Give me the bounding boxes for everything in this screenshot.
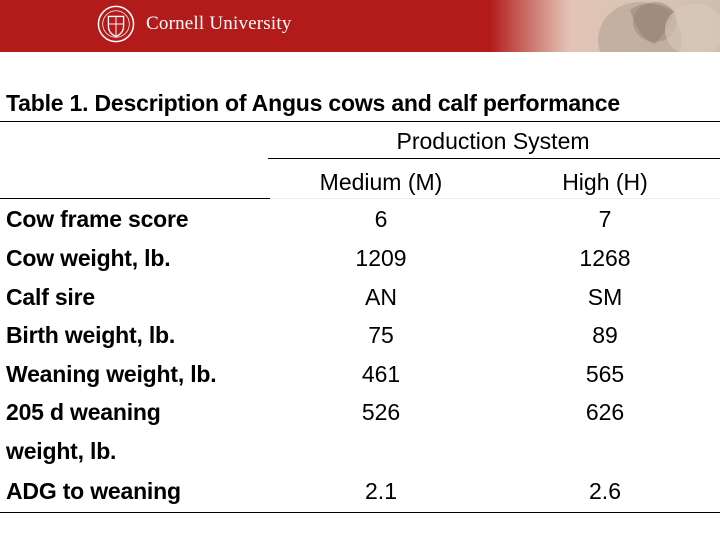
cell-medium: 461 (361, 361, 401, 387)
row-label: 205 d weaning (6, 399, 161, 425)
row-label: Birth weight, lb. (6, 322, 176, 348)
row-label: Cow weight, lb. (6, 245, 171, 271)
cell-medium: AN (365, 284, 397, 310)
row-label: ADG to weaning (6, 478, 181, 504)
row-label: Weaning weight, lb. (6, 361, 217, 387)
row-label-continued: weight, lb. (6, 438, 117, 464)
row-label: Cow frame score (6, 206, 189, 232)
cell-high: 1268 (579, 245, 631, 271)
cell-medium: 75 (368, 322, 394, 348)
header-banner (0, 0, 720, 52)
cell-medium: 526 (361, 399, 401, 425)
column-header-high: High (H) (562, 169, 648, 195)
cell-high: 7 (598, 206, 612, 232)
cornell-seal-icon (97, 5, 135, 43)
header-bottom-rule-left (0, 198, 270, 199)
ezra-cornell-portrait-icon (490, 0, 720, 52)
cell-medium: 2.1 (365, 478, 397, 504)
table-top-rule (0, 121, 720, 122)
cell-high: 565 (585, 361, 625, 387)
header-bottom-rule-right (270, 198, 720, 199)
cell-high: 2.6 (589, 478, 621, 504)
column-header-medium: Medium (M) (319, 169, 443, 195)
cell-high: 89 (592, 322, 618, 348)
table-bottom-rule (0, 512, 720, 513)
group-header-rule (268, 158, 720, 159)
table-title: Table 1. Description of Angus cows and calf performance (6, 90, 620, 116)
group-header: Production System (396, 128, 590, 154)
university-name: Cornell University (146, 13, 292, 34)
cell-medium: 6 (374, 206, 388, 232)
cell-high: SM (587, 284, 623, 310)
cell-medium: 1209 (355, 245, 407, 271)
row-label: Calf sire (6, 284, 95, 310)
cell-high: 626 (585, 399, 625, 425)
